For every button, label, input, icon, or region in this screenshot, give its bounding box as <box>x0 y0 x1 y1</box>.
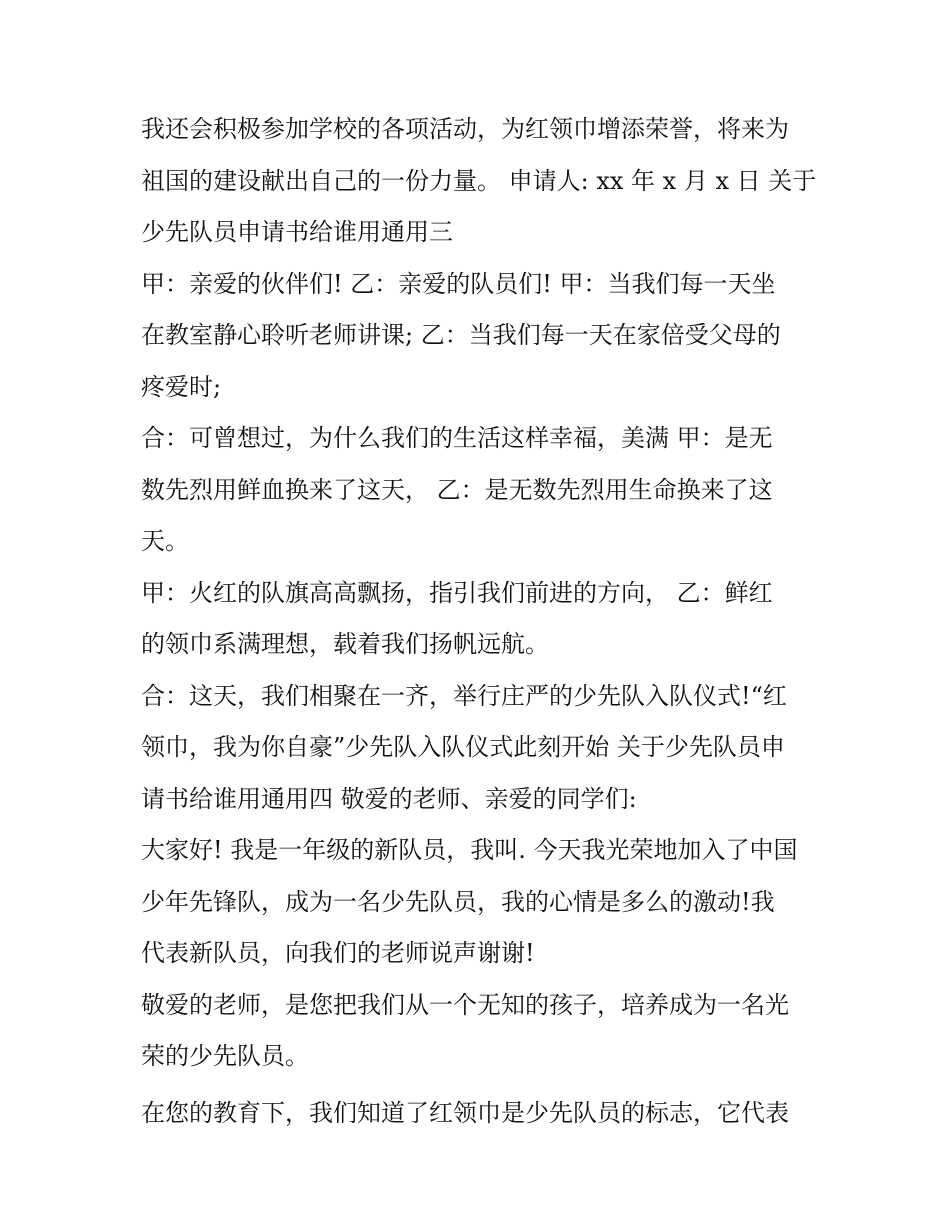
text-line: 请书给谁用通用四 敬爱的老师、亲爱的同学们: <box>141 785 637 813</box>
text-line: 在教室静心聆听老师讲课; 乙：当我们每一天在家倍受父母的 <box>141 321 781 349</box>
text-line: 疼爱时; <box>141 373 222 401</box>
text-line: 甲：火红的队旗高高飘扬，指引我们前进的方向， 乙：鲜红 <box>141 579 773 607</box>
text-line: 大家好! 我是一年级的新队员，我叫. 今天我光荣地加入了中国 <box>141 836 798 864</box>
text-line: 领巾，我为你自豪”少先队入队仪式此刻开始 关于少先队员申 <box>141 733 785 761</box>
text-line: 在您的教育下，我们知道了红领巾是少先队员的标志，它代表 <box>141 1099 789 1127</box>
text-line: 少先队员申请书给谁用通用三 <box>141 218 453 246</box>
text-line: 的领巾系满理想，载着我们扬帆远航。 <box>141 630 549 658</box>
text-line: 天。 <box>141 527 189 555</box>
text-line: 代表新队员，向我们的老师说声谢谢! <box>141 939 535 967</box>
text-line: 荣的少先队员。 <box>141 1042 309 1070</box>
text-line: 少年先锋队，成为一名少先队员，我的心情是多么的激动!我 <box>141 888 775 916</box>
text-line: 合：这天，我们相聚在一齐，举行庄严的少先队入队仪式!“红 <box>141 682 787 710</box>
text-line: 合：可曾想过，为什么我们的生活这样幸福，美满 甲：是无 <box>141 424 773 452</box>
text-line: 数先烈用鲜血换来了这天， 乙：是无数先烈用生命换来了这 <box>141 476 773 504</box>
text-line: 甲：亲爱的伙伴们! 乙：亲爱的队员们! 甲：当我们每一天坐 <box>141 270 776 298</box>
text-line: 敬爱的老师，是您把我们从一个无知的孩子，培养成为一名光 <box>141 991 789 1019</box>
text-line: 祖国的建设献出自己的一份力量。 申请人: xx 年 x 月 x 日 关于 <box>141 167 817 195</box>
text-line: 我还会积极参加学校的各项活动，为红领巾增添荣誉，将来为 <box>141 115 789 143</box>
